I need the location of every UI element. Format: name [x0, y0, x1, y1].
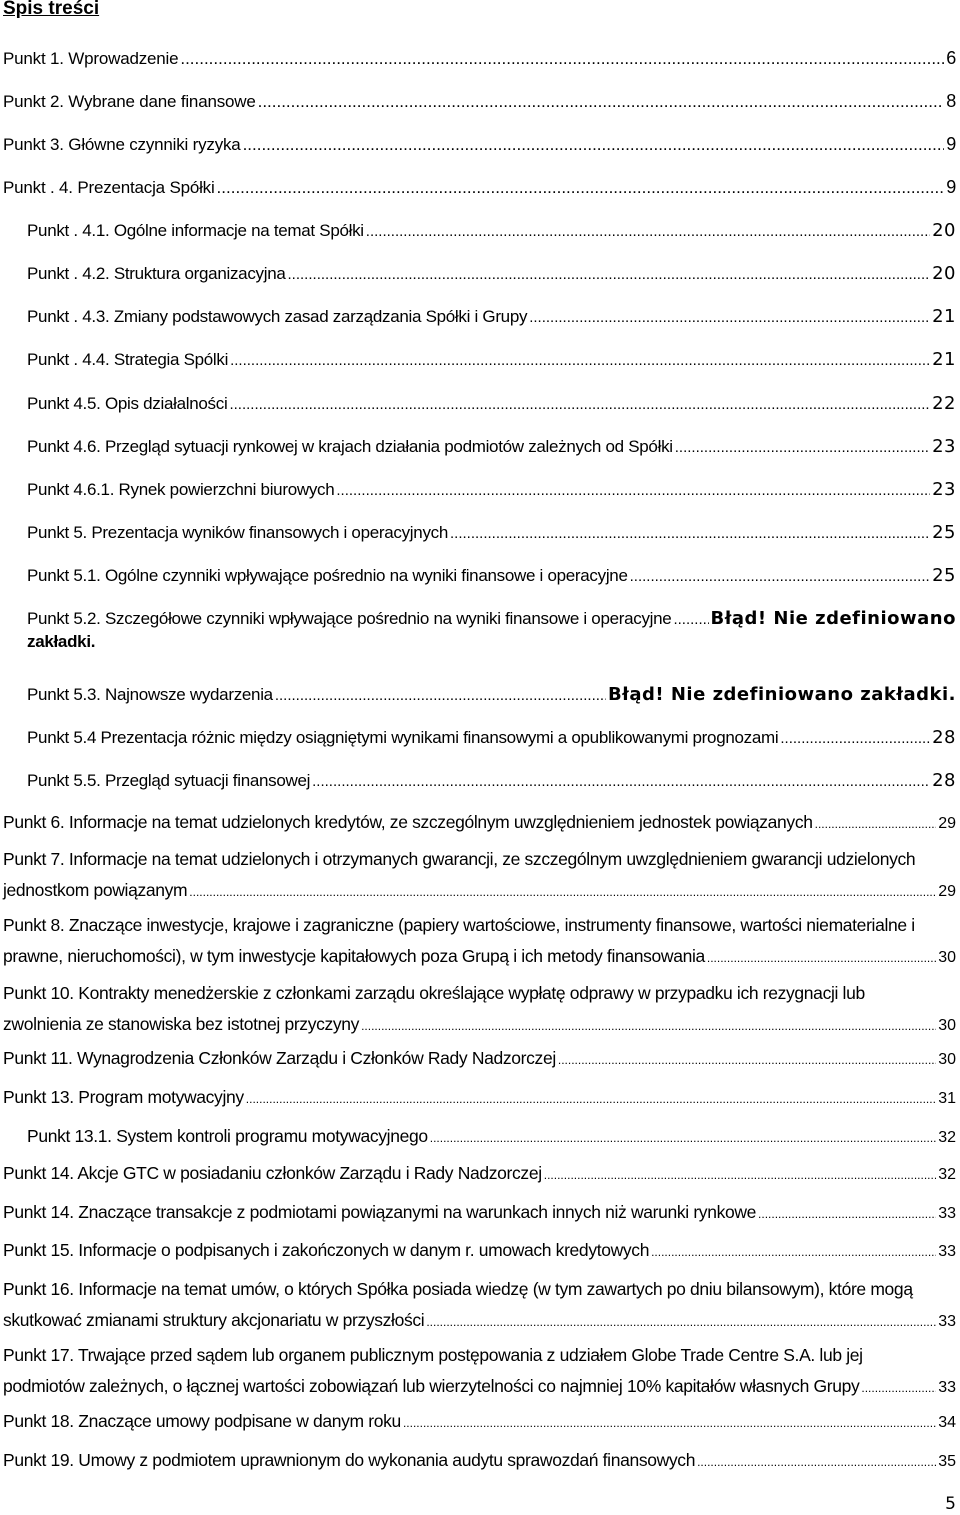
- dot-leader: [312, 773, 930, 790]
- toc-entry-title: Punkt 11. Wynagrodzenia Członków Zarządu i Członków Rady Nadzorczej: [3, 1048, 556, 1068]
- toc-entry-title: Punkt 13.1. System kontroli programu motywacyjnego: [27, 1126, 428, 1146]
- toc-entry-title: Punkt . 4.1. Ogólne informacje na temat Spółki: [27, 221, 364, 240]
- dot-leader: [288, 266, 931, 283]
- toc-entry[interactable]: [3, 1450, 956, 1471]
- toc-entry-page: 25: [932, 565, 956, 586]
- toc-entry-page: 6: [946, 48, 956, 68]
- toc-entry-page: Błąd! Nie zdefiniowano zakładki.: [607, 684, 956, 705]
- toc-entry-page: 30: [938, 1017, 956, 1034]
- toc-entry-page: 21: [932, 306, 956, 327]
- toc-entry-title: Punkt 13. Program motywacyjny: [3, 1087, 244, 1107]
- toc-entry-title: Punkt 4.6. Przegląd sytuacji rynkowej w krajach działania podmiotów zależnych od Spółki: [27, 437, 673, 456]
- toc-entry-continuation: podmiotów zależnych, o łącznej wartości zobowiązań lub wierzytelności co najmniej 10% kapitałów własnych Grupy: [3, 1376, 860, 1396]
- toc-entry-title: Punkt 5.5. Przegląd sytuacji finansowej: [27, 771, 311, 790]
- toc-entry-title: Punkt 6. Informacje na temat udzielonych kredytów, ze szczególnym uwzględnieniem jednostek powiązanych: [3, 812, 813, 832]
- toc-entry-continuation: prawne, nieruchomości), w tym inwestycje kapitałowych poza Grupą i ich metody finansowania: [3, 946, 705, 966]
- toc-entry-page: 29: [938, 815, 956, 832]
- toc-entry-title: Punkt . 4.3. Zmiany podstawowych zasad zarządzania Spółki i Grupy: [27, 307, 528, 326]
- toc-entry[interactable]: [3, 849, 956, 901]
- toc-entry[interactable]: [27, 727, 956, 748]
- toc-entry-page: 33: [938, 1243, 956, 1260]
- toc-entry[interactable]: [3, 1048, 956, 1069]
- toc-entry-continuation: skutkować zmianami struktury akcjonariatu w przyszłości: [3, 1310, 425, 1330]
- toc-entry-page: 23: [932, 436, 956, 457]
- toc-entry-title: Punkt 7. Informacje na temat udzielonych i otrzymanych gwarancji, ze szczególnym uwzględnieniem gwarancji udzielonych: [3, 849, 916, 869]
- toc-entry-continuation: zwolnienia ze stanowiska bez istotnej przyczyny: [3, 1014, 360, 1034]
- toc-entry[interactable]: [27, 220, 956, 241]
- toc-entry[interactable]: [3, 177, 956, 198]
- toc-entry[interactable]: [3, 1163, 956, 1184]
- toc-entry-page: 25: [932, 522, 956, 543]
- dot-leader: [217, 178, 945, 198]
- toc-entry-page: Błąd! Nie zdefiniowano: [710, 608, 956, 629]
- toc-entry-page: 30: [938, 1051, 956, 1068]
- toc-entry[interactable]: [3, 915, 956, 967]
- toc-entry[interactable]: [3, 1202, 956, 1223]
- toc-entry-page: 35: [938, 1453, 956, 1470]
- dot-leader: [558, 1053, 936, 1067]
- toc-entry-title: Punkt 2. Wybrane dane finansowe: [3, 92, 256, 111]
- toc-entry[interactable]: [3, 1345, 956, 1397]
- toc-entry-page: 22: [932, 393, 956, 414]
- toc-entry-title: Punkt 14. Akcje GTC w posiadaniu członków Zarządu i Rady Nadzorczej: [3, 1163, 542, 1183]
- dot-leader: [450, 525, 930, 542]
- toc-entry-title: Punkt 14. Znaczące transakcje z podmiotami powiązanymi na warunkach innych niż warunki rynkowe: [3, 1202, 757, 1222]
- toc-entry[interactable]: [27, 565, 956, 586]
- dot-leader: [229, 396, 930, 413]
- toc-entry[interactable]: [27, 436, 956, 457]
- toc-entry-continuation: zakładki.: [27, 632, 96, 651]
- toc-entry-title: Punkt 16. Informacje na temat umów, o których Spółka posiada wiedzę (w tym zawartych po dniu bilansowym), które mogą: [3, 1279, 913, 1299]
- dot-leader: [403, 1416, 936, 1430]
- toc-entry-title: Punkt 15. Informacje o podpisanych i zakończonych w danym r. umowach kredytowych: [3, 1240, 650, 1260]
- toc-entry-title: Punkt . 4.2. Struktura organizacyjna: [27, 264, 286, 283]
- toc-entry-title: Punkt 4.6.1. Rynek powierzchni biurowych: [27, 480, 335, 499]
- toc-entry-title: Punkt 1. Wprowadzenie: [3, 49, 179, 68]
- toc-entry[interactable]: [27, 393, 956, 414]
- dot-leader: [861, 1381, 936, 1395]
- dot-leader: [780, 730, 930, 747]
- toc-entry[interactable]: [27, 608, 956, 655]
- dot-leader: [430, 1131, 936, 1145]
- toc-entry[interactable]: [3, 1411, 956, 1432]
- toc-entry-page: 30: [938, 949, 956, 966]
- toc-entry-title: Punkt . 4.4. Strategia Spólki: [27, 350, 229, 369]
- toc-entry-page: 9: [946, 177, 956, 197]
- toc-entry[interactable]: [27, 306, 956, 327]
- toc-entry-page: 20: [932, 220, 956, 241]
- toc-entry-title: Punkt 8. Znaczące inwestycje, krajowe i zagraniczne (papiery wartościowe, instrumenty finansowe, wartości niematerialne i: [3, 915, 915, 935]
- dot-leader: [426, 1315, 936, 1329]
- dot-leader: [180, 49, 944, 69]
- dot-leader: [673, 611, 708, 628]
- toc-entry-page: 9: [946, 134, 956, 154]
- toc-entry-page: 23: [932, 479, 956, 500]
- toc-entry[interactable]: [3, 983, 956, 1035]
- toc-entry[interactable]: [27, 263, 956, 284]
- dot-leader: [336, 482, 930, 499]
- toc-entry[interactable]: [27, 1126, 956, 1147]
- dot-leader: [366, 223, 930, 240]
- dot-leader: [697, 1455, 936, 1469]
- toc-entry-title: Punkt 17. Trwające przed sądem lub organem publicznym postępowania z udziałem Globe Trade Centre S.A. lub jej: [3, 1345, 863, 1365]
- toc-entry[interactable]: [27, 770, 956, 791]
- dot-leader: [189, 885, 936, 899]
- toc-entry-title: Punkt 5. Prezentacja wyników finansowych i operacyjnych: [27, 523, 448, 542]
- toc-entry-page: 33: [938, 1313, 956, 1330]
- toc-entry[interactable]: [3, 1240, 956, 1261]
- toc-entry-title: Punkt 18. Znaczące umowy podpisane w danym roku: [3, 1411, 401, 1431]
- toc-entry[interactable]: [3, 91, 956, 112]
- toc-entry-title: Punkt 19. Umowy z podmiotem uprawnionym do wykonania audytu sprawozdań finansowych: [3, 1450, 696, 1470]
- dot-leader: [361, 1019, 936, 1033]
- toc-entry-page: 33: [938, 1205, 956, 1222]
- dot-leader: [758, 1207, 936, 1221]
- toc-entry[interactable]: [3, 1087, 956, 1108]
- toc-entry[interactable]: [27, 479, 956, 500]
- toc-entry-page: 32: [938, 1166, 956, 1183]
- dot-leader: [258, 92, 945, 112]
- toc-entry-title: Punkt 5.2. Szczegółowe czynniki wpływające pośrednio na wyniki finansowe i operacyjne: [27, 609, 672, 628]
- toc-entry[interactable]: [3, 812, 956, 833]
- toc-entry[interactable]: [3, 1279, 956, 1331]
- page-number: 5: [945, 1494, 956, 1514]
- toc-entry-page: 20: [932, 263, 956, 284]
- dot-leader: [529, 309, 930, 326]
- toc-entry-page: 34: [938, 1414, 956, 1431]
- toc-entry[interactable]: [3, 48, 956, 69]
- toc-entry-continuation: jednostkom powiązanym: [3, 880, 188, 900]
- toc-entry-title: Punkt 3. Główne czynniki ryzyka: [3, 135, 241, 154]
- toc-heading: Spis treści: [3, 0, 100, 19]
- toc-entry-title: Punkt . 4. Prezentacja Spółki: [3, 178, 215, 197]
- toc-entry[interactable]: [27, 684, 956, 705]
- toc-entry-page: 28: [932, 770, 956, 791]
- toc-entry-page: 21: [932, 349, 956, 370]
- toc-entry-page: 29: [938, 883, 956, 900]
- toc-entry-title: Punkt 5.4 Prezentacja różnic między osiągniętymi wynikami finansowymi a opublikowanymi prognozami: [27, 728, 779, 747]
- dot-leader: [544, 1168, 936, 1182]
- dot-leader: [630, 568, 930, 585]
- toc-entry[interactable]: [27, 522, 956, 543]
- toc-entry-title: Punkt 10. Kontrakty menedżerskie z członkami zarządu określające wypłatę odprawy w przypadku ich rezygnacji lub: [3, 983, 865, 1003]
- dot-leader: [275, 687, 606, 704]
- toc-entry-page: 31: [938, 1090, 956, 1107]
- dot-leader: [651, 1245, 936, 1259]
- toc-entry[interactable]: [3, 134, 956, 155]
- dot-leader: [707, 951, 936, 965]
- dot-leader: [230, 352, 930, 369]
- toc-entry-title: Punkt 4.5. Opis działalności: [27, 394, 228, 413]
- toc-entry-page: 33: [938, 1379, 956, 1396]
- toc-entry-page: 32: [938, 1129, 956, 1146]
- toc-entry-page: 28: [932, 727, 956, 748]
- dot-leader: [246, 1092, 936, 1106]
- dot-leader: [675, 439, 930, 456]
- dot-leader: [243, 135, 945, 155]
- toc-entry-page: 8: [946, 91, 956, 111]
- dot-leader: [815, 817, 937, 831]
- toc-entry-title: Punkt 5.1. Ogólne czynniki wpływające pośrednio na wyniki finansowe i operacyjne: [27, 566, 628, 585]
- toc-entry-title: Punkt 5.3. Najnowsze wydarzenia: [27, 685, 273, 704]
- toc-entry[interactable]: [27, 349, 956, 370]
